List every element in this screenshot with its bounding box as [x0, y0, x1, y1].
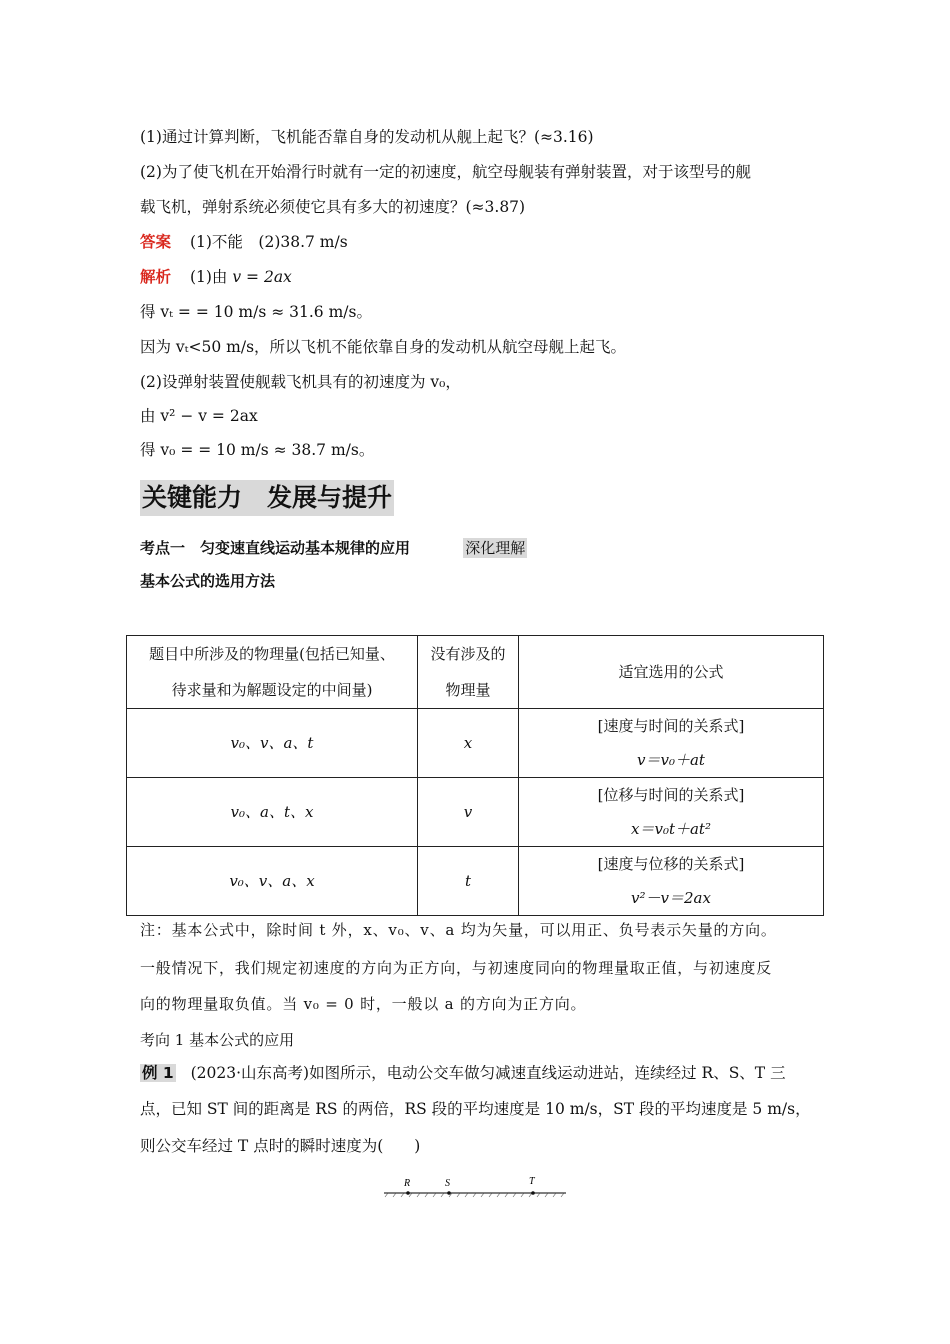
table-row [127, 847, 824, 916]
answer-line [140, 232, 348, 252]
row-formula [519, 778, 824, 847]
kaodian-line [140, 538, 527, 558]
point-s-marker [447, 1191, 451, 1195]
example-line-3: 则公交车经过 T 点时的瞬时速度为( ) [140, 1137, 421, 1155]
note-line-3: 向的物理量取负值。当 v₀ = 0 时，一般以 a 的方向为正方向。 [140, 995, 587, 1013]
question-1: (1)通过计算判断，飞机能否靠自身的发动机从舰上起飞？(≈3.16) [140, 128, 594, 146]
point-r-label: R [404, 1178, 411, 1189]
question-2-line-1: (2)为了使飞机在开始滑行时就有一定的初速度，航空母舰装有弹射装置，对于该型号的舰 [140, 163, 751, 181]
formula-table [126, 635, 824, 916]
point-s-label: S [445, 1178, 450, 1189]
header-missing [418, 636, 519, 709]
row-relation: [位移与时间的关系式] [597, 786, 745, 804]
example-line-1 [140, 1063, 786, 1083]
example-text-1: (2023·山东高考)如图所示，电动公交车做匀减速直线运动进站，连续经过 R、S、T 三 [190, 1064, 786, 1082]
analysis-line-1 [140, 267, 292, 287]
row-relation: [速度与位移的关系式] [597, 855, 745, 873]
analysis-line-5: 由 v² − v = 2ax [140, 407, 258, 425]
answer-text: (1)不能 (2)38.7 m/s [189, 233, 348, 251]
row-formula [519, 847, 824, 916]
table-row [127, 778, 824, 847]
row-formula [519, 709, 824, 778]
road-diagram [380, 1170, 570, 1204]
section-title: 关键能力 发展与提升 [140, 480, 394, 516]
header-quantities-line-2: 待求量和为解题设定的中间量) [171, 681, 373, 699]
point-t-marker [531, 1191, 535, 1195]
row-quantities: v₀、v、a、t [127, 709, 418, 778]
analysis-line-3: 因为 vₜ<50 m/s，所以飞机不能依靠自身的发动机从航空母舰上起飞。 [140, 338, 627, 356]
analysis-line-4: (2)设弹射装置使舰载飞机具有的初速度为 v₀， [140, 373, 461, 391]
analysis-intro: (1)由 [189, 268, 228, 286]
section-subtitle: 基本公式的选用方法 [140, 572, 276, 590]
row-quantities: v₀、v、a、x [127, 847, 418, 916]
kaodian-title: 考点一 匀变速直线运动基本规律的应用 [140, 539, 411, 557]
analysis-label: 解析 [140, 268, 172, 286]
row-formula-text: v＝v₀＋at [637, 751, 705, 769]
header-formula: 适宜选用的公式 [519, 636, 824, 709]
row-missing: t [418, 847, 519, 916]
table-header-row [127, 636, 824, 709]
table-row [127, 709, 824, 778]
header-quantities [127, 636, 418, 709]
row-quantities: v₀、a、t、x [127, 778, 418, 847]
header-missing-line-1: 没有涉及的 [430, 645, 506, 663]
note-line-1: 注：基本公式中，除时间 t 外，x、v₀、v、a 均为矢量，可以用正、负号表示矢量的方向。 [140, 921, 777, 939]
note-line-2: 一般情况下，我们规定初速度的方向为正方向，与初速度同向的物理量取正值，与初速度反 [140, 959, 773, 977]
point-r-marker [406, 1191, 410, 1195]
example-label: 例 1 [142, 1064, 174, 1082]
row-formula-text: v²－v＝2ax [631, 889, 711, 907]
header-quantities-line-1: 题目中所涉及的物理量(包括已知量、 [149, 645, 395, 663]
kaodian-tag: 深化理解 [465, 539, 526, 557]
question-2-line-2: 载飞机，弹射系统必须使它具有多大的初速度？(≈3.87) [140, 198, 526, 216]
row-formula-text: x＝v₀t＋at² [631, 820, 711, 838]
analysis-line-6: 得 v₀ = = 10 m/s ≈ 38.7 m/s。 [140, 441, 375, 459]
analysis-line-2: 得 vₜ = = 10 m/s ≈ 31.6 m/s。 [140, 303, 372, 321]
row-missing: x [418, 709, 519, 778]
point-t-label: T [529, 1176, 535, 1187]
answer-label: 答案 [140, 233, 172, 251]
header-missing-line-2: 物理量 [445, 681, 491, 699]
row-relation: [速度与时间的关系式] [597, 717, 745, 735]
kaoxiang-title: 考向 1 基本公式的应用 [140, 1031, 295, 1049]
row-missing: v [418, 778, 519, 847]
analysis-formula-1: v = 2ax [232, 268, 292, 286]
example-line-2: 点，已知 ST 间的距离是 RS 的两倍，RS 段的平均速度是 10 m/s，ST 段的平均速度是 5 m/s， [140, 1100, 811, 1118]
